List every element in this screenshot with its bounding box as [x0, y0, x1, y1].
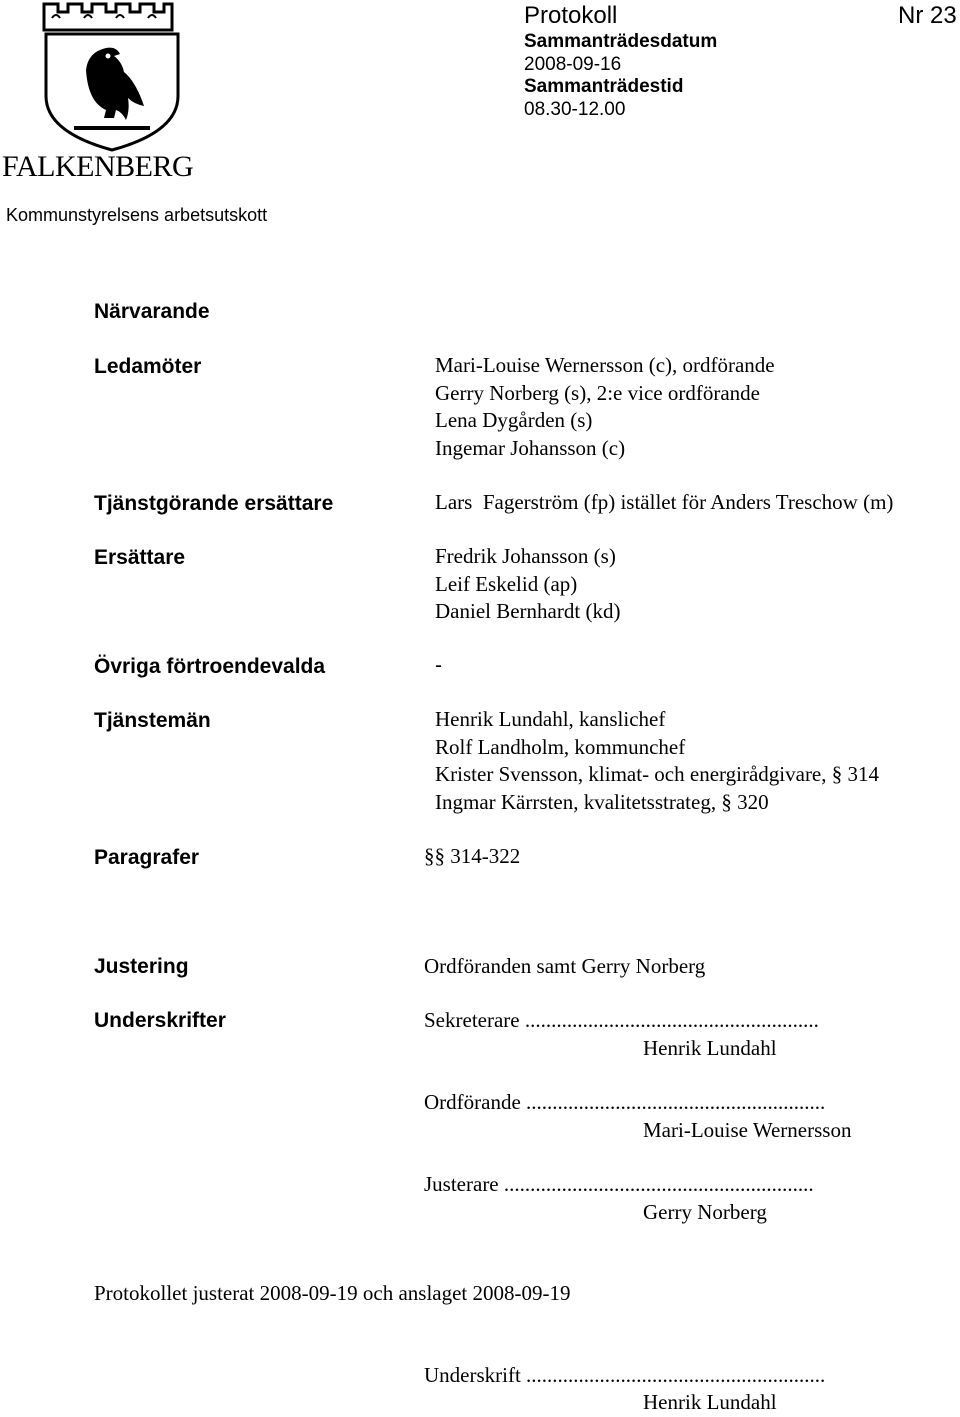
- signatures-label: Underskrifter: [94, 1009, 226, 1032]
- meeting-date-value: 2008-09-16: [524, 54, 622, 75]
- committee-name: Kommunstyrelsens arbetsutskott: [6, 205, 268, 225]
- list-item: Mari-Louise Wernersson (c), ordförande: [435, 353, 775, 377]
- document-type: Protokoll: [524, 2, 618, 29]
- adjustment-value: Ordföranden samt Gerry Norberg: [424, 954, 706, 978]
- footer-signature-line: Underskrift .........................................................: [424, 1363, 826, 1387]
- coat-of-arms-logo: [38, 0, 186, 152]
- serving-substitutes-list: [435, 489, 893, 517]
- present-heading: Närvarande: [94, 300, 210, 323]
- officials-label: Tjänstemän: [94, 709, 211, 732]
- list-item: Krister Svensson, klimat- och energirådgivare, § 314: [435, 762, 880, 786]
- substitutes-label: Ersättare: [94, 546, 186, 569]
- members-list: [435, 352, 775, 462]
- list-item: Gerry Norberg (s), 2:e vice ordförande: [435, 380, 760, 405]
- footer-signature-name: Henrik Lundahl: [643, 1390, 777, 1414]
- paragraphs-label: Paragrafer: [94, 846, 200, 869]
- list-item: Ingemar Johansson (c): [435, 435, 626, 460]
- list-item: Rolf Landholm, kommunchef: [435, 734, 686, 759]
- adjuster-name: Gerry Norberg: [643, 1200, 767, 1224]
- list-item: Daniel Bernhardt (kd): [435, 599, 621, 623]
- list-item: Leif Eskelid (ap): [435, 571, 578, 596]
- municipality-name: FALKENBERG: [2, 150, 194, 183]
- posted-statement: Protokollet justerat 2008-09-19 och anslaget 2008-09-19: [94, 1281, 571, 1305]
- list-item: Fredrik Johansson (s): [435, 544, 616, 568]
- list-item: Ingmar Kärrsten, kvalitetsstrateg, § 320: [435, 789, 769, 814]
- serving-substitutes-label: Tjänstgörande ersättare: [94, 492, 334, 515]
- secretary-signature-line: Sekreterare ........................................................: [424, 1008, 819, 1032]
- chair-name: Mari-Louise Wernersson: [643, 1118, 852, 1142]
- chair-signature-line: Ordförande .........................................................: [424, 1090, 826, 1114]
- substitutes-list: [435, 543, 620, 626]
- paragraphs-value: §§ 314-322: [424, 844, 521, 868]
- meeting-time-value: 08.30-12.00: [524, 99, 626, 120]
- list-item: Lars Fagerström (fp) istället för Anders Treschow (m): [435, 490, 894, 514]
- officials-list: [435, 706, 879, 816]
- adjustment-label: Justering: [94, 955, 189, 978]
- other-elected-value: -: [435, 654, 442, 677]
- meeting-time-label: Sammanträdestid: [524, 76, 684, 97]
- meeting-date-label: Sammanträdesdatum: [524, 31, 718, 52]
- secretary-name: Henrik Lundahl: [643, 1036, 777, 1060]
- other-elected-label: Övriga förtroendevalda: [94, 655, 326, 678]
- list-item: Henrik Lundahl, kanslichef: [435, 707, 666, 731]
- members-label: Ledamöter: [94, 355, 202, 378]
- protocol-number: Nr 23: [898, 2, 957, 29]
- adjuster-signature-line: Justerare ...........................................................: [424, 1172, 814, 1196]
- list-item: Lena Dygården (s): [435, 408, 593, 432]
